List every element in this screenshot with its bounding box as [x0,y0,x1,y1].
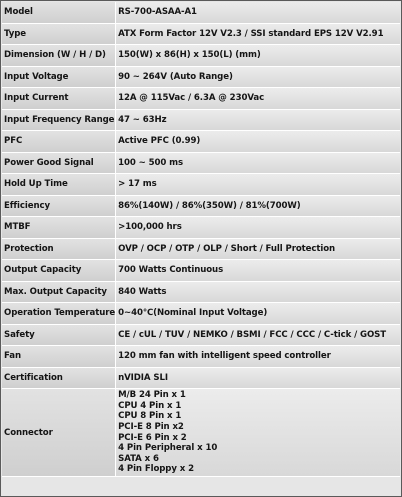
spec-label: Input Frequency Range [2,110,116,132]
spec-value: 120 mm fan with intelligent speed controller [116,346,400,368]
spec-value: 90 ~ 264V (Auto Range) [116,67,400,89]
spec-label: Operation Temperature [2,303,116,325]
spec-row-operation-temperature [2,303,400,325]
spec-row-power-good [2,153,400,175]
spec-row-certification [2,368,400,390]
spec-row-model [2,2,400,24]
connector-list [116,389,400,477]
spec-row-output-capacity [2,260,400,282]
spec-label: Efficiency [2,196,116,218]
spec-row-input-current [2,88,400,110]
spec-label: Power Good Signal [2,153,116,175]
spec-value: 12A @ 115Vac / 6.3A @ 230Vac [116,88,400,110]
spec-label: Type [2,24,116,46]
spec-label: Certification [2,368,116,390]
spec-label: Output Capacity [2,260,116,282]
spec-label: Hold Up Time [2,174,116,196]
spec-row-dimension [2,45,400,67]
spec-label: Input Current [2,88,116,110]
spec-label: Max. Output Capacity [2,282,116,304]
spec-value: OVP / OCP / OTP / OLP / Short / Full Protection [116,239,400,261]
spec-value: >100,000 hrs [116,217,400,239]
spec-value: 700 Watts Continuous [116,260,400,282]
spec-label: Safety [2,325,116,347]
connector-item: 4 Pin Peripheral x 10 [118,443,218,454]
spec-row-input-frequency [2,110,400,132]
spec-row-fan [2,346,400,368]
spec-value: RS-700-ASAA-A1 [116,2,400,24]
spec-row-efficiency [2,196,400,218]
spec-label: Model [2,2,116,24]
spec-value: CE / cUL / TUV / NEMKO / BSMI / FCC / CCC / C-tick / GOST [116,325,400,347]
spec-value: 840 Watts [116,282,400,304]
spec-row-hold-up-time [2,174,400,196]
spec-label: Connector [2,389,116,477]
spec-label: Input Voltage [2,67,116,89]
spec-label: Fan [2,346,116,368]
spec-row-safety [2,325,400,347]
spec-row-max-output [2,282,400,304]
spec-value: 100 ~ 500 ms [116,153,400,175]
spec-row-connector [2,389,400,477]
connector-item: PCI-E 8 Pin x2 [118,421,184,432]
connector-item: 4 Pin Floppy x 2 [118,464,194,475]
connector-item: PCI-E 6 Pin x 2 [118,432,187,443]
spec-label: PFC [2,131,116,153]
spec-label: Dimension (W / H / D) [2,45,116,67]
connector-item: CPU 8 Pin x 1 [118,411,182,422]
spec-row-protection [2,239,400,261]
spec-value: nVIDIA SLI [116,368,400,390]
spec-value: Active PFC (0.99) [116,131,400,153]
spec-value: 86%(140W) / 86%(350W) / 81%(700W) [116,196,400,218]
connector-item: M/B 24 Pin x 1 [118,390,186,401]
spec-label: Protection [2,239,116,261]
connector-item: SATA x 6 [118,453,159,464]
spec-value: ATX Form Factor 12V V2.3 / SSI standard EPS 12V V2.91 [116,24,400,46]
spec-value: > 17 ms [116,174,400,196]
spec-label: MTBF [2,217,116,239]
spec-row-pfc [2,131,400,153]
spec-value: 0~40℃(Nominal Input Voltage) [116,303,400,325]
connector-item: CPU 4 Pin x 1 [118,400,182,411]
spec-row-mtbf [2,217,400,239]
spec-value: 150(W) x 86(H) x 150(L) (mm) [116,45,400,67]
spec-value: 47 ~ 63Hz [116,110,400,132]
spec-row-type [2,24,400,46]
spec-row-input-voltage [2,67,400,89]
spec-table [2,2,400,477]
